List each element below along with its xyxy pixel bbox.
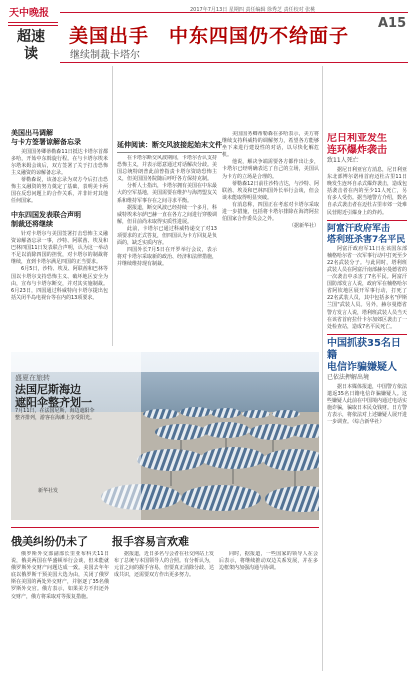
column-divider <box>322 66 323 671</box>
box-paragraph: 他说，解决争端需要各方都作出让步，卡塔尔已经明确表达了自己的立场，美国认为卡方的立场是合理的。 <box>222 159 319 180</box>
page-number: A15 <box>378 16 407 31</box>
photo-caption: 7月11日，在法国尼斯，海边遮阳伞整齐排列，游客在海滩上享受阳光。 <box>15 408 96 421</box>
box-paragraph: 美国国务卿蒂勒森在多哈表示，美方将继续支持科威特的调解努力，希望各方能够坐下来进行建设性的对话，以尽快化解危机。 <box>222 131 319 159</box>
column-divider <box>112 66 113 346</box>
bottom-right-column <box>219 551 318 669</box>
bottom-paragraph: 同时，据报道，一些国家的领导人在会后表示，将继续推动双边关系发展，并在多边框架内加强沟通与协调。 <box>219 551 318 572</box>
article-paragraph: 蒂勒森说，该备忘录为双方今后打击恐怖主义融资的努力奠定了基础，表明美卡两国在反恐问题上的合作关系，并非针对其他任何国家。 <box>11 176 108 205</box>
box-paragraph: 蒂勒森12日前往沙特吉达，与沙特、阿联酋、埃及和巴林四国外长举行会谈，但会谈未能取得明显突破。 <box>222 180 319 201</box>
box-paragraph: 据报道，断交风波已经持续一个多月，科威特埃米尔萨巴赫一直在各方之间进行穿梭调解，但目前尚未取得实质性进展。 <box>117 204 217 225</box>
bottom-story-title: 报手容易言欢难 <box>112 535 189 548</box>
box-column-right <box>222 131 319 345</box>
brief-subtitle: 已依法押解出境 <box>327 373 370 381</box>
article-title: 中东四国发表联合声明 制裁还将继续 <box>11 211 81 229</box>
box-paragraph: 四国外长7月5日在开罗举行会议，表示将对卡塔尔采取新的政治、经济和法律措施，并继续维持现有制裁。 <box>117 247 217 268</box>
photo-kicker: 盛夏在旅转 <box>15 374 50 382</box>
main-headline: 美国出手 中东四国仍不给面子 <box>69 25 350 47</box>
bottom-mid-column <box>114 551 214 669</box>
bottom-paragraph: 俄罗斯外交部副部长里亚布科夫11日说，俄美两国在华盛顿举行会谈，但未能就俄罗斯外交财产问题达成一致。美国去年年底以俄罗斯干预美国大选为由，关闭了俄罗斯在美国的两处外交财产，并驱逐了35名俄罗斯外交官。俄方表示，如果美方不归还外交财产，俄方将采取对等报复措施。 <box>11 551 109 600</box>
box-column-left <box>117 155 217 345</box>
logo-divider <box>8 22 58 26</box>
article-title: 美国出马调解 与卡方签署谅解备忘录 <box>11 129 81 146</box>
beach-umbrella-image <box>11 352 319 520</box>
bottom-rule <box>11 527 319 528</box>
section-label: 超速读 <box>17 29 45 62</box>
left-column <box>11 126 108 348</box>
brief-title: 中国抓获35名日籍 电信诈骗嫌疑人 <box>327 337 401 373</box>
brief-body: 据日本媒体报道，中国警方依法遣返35名日籍电信诈骗嫌疑人。这些嫌疑人此前在中国境内通过电话实施诈骗，骗取日本民众钱财。日方警方表示，将依法对上述嫌疑人展开进一步调查。（综合新华社） <box>327 383 407 426</box>
newspaper-logo: 天中晚报 <box>9 8 49 19</box>
page-header <box>0 0 415 66</box>
bottom-story-title: 俄美纠纷仍未了 <box>11 535 88 548</box>
box-paragraph: 此前，卡塔尔已通过科威特递交了对13项要求的正式答复，但四国认为卡方回复是负面的，缺乏实质内容。 <box>117 225 217 247</box>
brief-divider <box>327 220 407 221</box>
brief-body: 据尼日利亚官方消息，尼日利亚东北部博尔诺州首府迈杜古里11日晚发生连环自杀式爆炸袭击，造成包括袭击者在内的至少11人死亡，另有多人受伤。据当地警方介绍，数名自杀式袭击者在迈杜古里市郊一处难民营附近引爆身上的炸药。 <box>327 167 407 216</box>
brief-divider <box>327 334 407 335</box>
brief-body: 阿富汗政府军11日在该国东部楠格哈尔省一次军事行动中打死至少22名武装分子。与此同时，塔利班武装人员在阿富汗南部赫尔曼德省的一次袭击中杀害了7名平民。阿富汗国防部发言人说，政府军在楠格哈尔省阿钦地区展开军事行动，打死了22名武装人员，其中包括多名"伊斯兰国"武装人员。另外，赫尔曼德省警方发言人说，塔利班武装人员当天在该省首府拉什卡尔加郊区袭击了一处检查站，造成7名平民死亡。 <box>327 245 407 330</box>
photo-credit: 新华社发 <box>38 488 59 494</box>
brief-title: 阿富汗政府军击 塔利班杀害7名平民 <box>327 223 406 245</box>
bottom-left-column <box>11 551 109 669</box>
box-title: 延伸阅读：断交风波接起始末文件 <box>117 140 222 153</box>
article-paragraph: 美国国务卿蒂勒森11日抵达卡塔尔首都多哈，开始中东斡旋行程。在与卡塔尔埃米尔塔米姆会谈后，双方签署了关于打击恐怖主义融资的谅解备忘录。 <box>11 148 108 176</box>
header-rule <box>60 62 408 63</box>
box-paragraph: 分析人士指出，卡塔尔拥有美国在中东最大的空军基地，美国需要在维护与海湾盟友关系和维持军事存在之间寻求平衡。 <box>117 183 217 204</box>
box-source: （据新华社） <box>288 223 319 230</box>
box-paragraph: 有消息称，四国正在考虑对卡塔尔采取进一步措施，包括将卡塔尔排除在海湾阿拉伯国家合作委员会之外。 <box>222 201 319 223</box>
photo-title: 法国尼斯海边 遮阳伞整齐划一 <box>15 383 92 409</box>
dateline: 2017年7月13日 星期四 责任编辑 徐秀芝 责任校对 张桃 <box>190 7 316 13</box>
box-paragraph: 在卡塔尔断交风波期间，卡塔尔否认支持恐怖主义，并表示愿意通过对话解决分歧。美国总统特朗普此前曾指责卡塔尔资助恐怖主义，但美国国务院随后呼吁各方保持克制。 <box>117 155 217 183</box>
right-column <box>327 133 407 663</box>
brief-title: 尼日利亚发生 连环爆炸袭击 <box>327 133 387 156</box>
main-subheadline: 继续制裁卡塔尔 <box>70 50 140 61</box>
brief-subtitle: 致11人死亡 <box>327 157 359 164</box>
beach-photo <box>11 352 319 520</box>
article-paragraph: 针对卡塔尔与美国签署打击恐怖主义融资谅解备忘录一事，沙特、阿联酋、埃及和巴林四国11日发表联合声明，认为这一举动不足以消除四国的担忧，对卡塔尔的制裁将继续，直到卡塔尔满足四国的正当要求。 <box>11 230 108 266</box>
article-paragraph: 6月5日，沙特、埃及、阿联酋和巴林等国以卡塔尔支持恐怖主义、破坏地区安全为由，宣布与卡塔尔断交，并对其实施制裁。6月23日，四国通过科威特向卡塔尔提出包括关闭半岛电视台等在内的13项要求。 <box>11 266 108 301</box>
bottom-paragraph: 据报道，近日多名与会者在社交网站上发布了总统与本国领导人的合照。有分析认为，元首之间的握手容易，但要真正消除分歧、达成共识，还需要双方作出更多努力。 <box>114 551 214 579</box>
